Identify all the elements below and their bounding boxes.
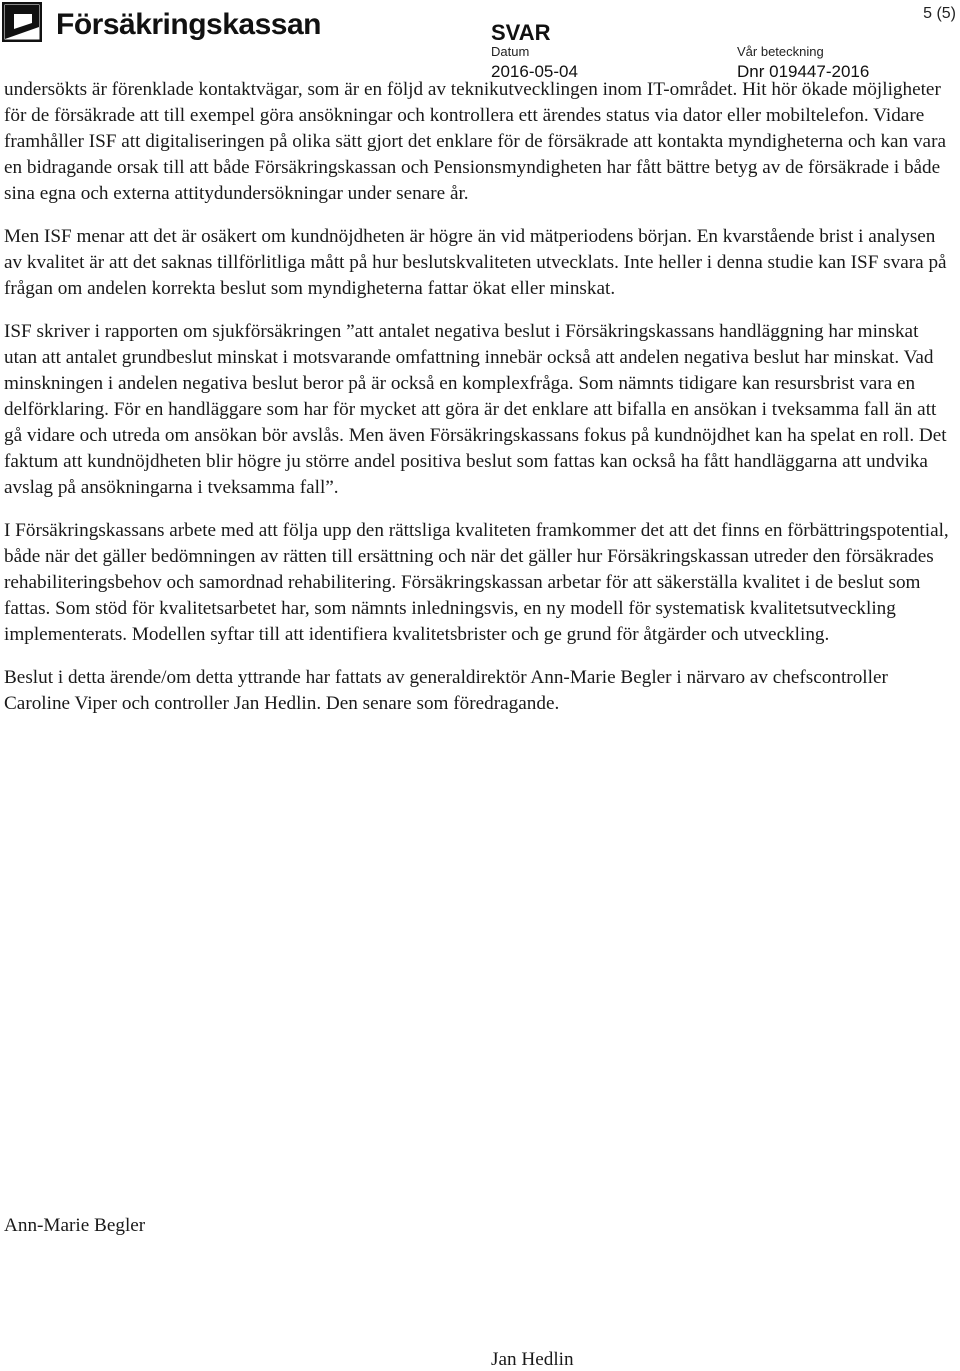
org-name: Försäkringskassan — [56, 8, 321, 41]
signature-name-second: Jan Hedlin — [491, 1349, 574, 1370]
date-label: Datum — [491, 44, 530, 59]
org-logo — [2, 2, 321, 42]
reference-value: Dnr 019447-2016 — [737, 62, 870, 81]
signature-name-first: Ann-Marie Begler — [4, 1215, 146, 1236]
date-value: 2016-05-04 — [491, 62, 578, 81]
forsakringskassan-logo-icon — [2, 2, 42, 42]
reference-label: Vår beteckning — [737, 44, 824, 59]
paragraph: I Försäkringskassans arbete med att följa upp den rättsliga kvaliteten framkommer det att det finns en förbättringspotential, både när det gäller bedömningen av rätten till ersättning och när det gäller hur Försäkringskassan utreder den försäkrades rehabiliteringsbehov och samordnad rehabilitering. Försäkringskassan arbetar för att säkerställa kvalitet i de beslut som fattas. Som stöd för kvalitetsarbetet har, som nämnts inledningsvis, en ny modell för systematisk kvalitetsutveckling implementerats. Modellen syftar till att identifiera kvalitetsbrister och ge grund för åtgärder och utveckling. — [4, 520, 949, 645]
page-number: 5 (5) — [923, 5, 956, 22]
paragraph: ISF skriver i rapporten om sjukförsäkringen ”att antalet negativa beslut i Försäkringskassans handläggning har minskat utan att antalet grundbeslut minskat i motsvarande omfattning innebär också att andelen negativa beslut har minskat. Vad minskningen i andelen negativa beslut beror på är också en komplexfråga. Som nämnts tidigare kan resursbrist vara en delförklaring. För en handläggare som har för mycket att göra är det enklare att bifalla en ansökan i tveksamma fall än att gå vidare och utreda om ansökan bör avslås. Men även Försäkringskassans fokus på kundnöjdhet kan ha spelat en roll. Det faktum att kundnöjdheten blir högre ju större andel positiva beslut som fattas kan också ha fått handläggarna att undvika avslag på ansökningarna i tveksamma fall”. — [4, 321, 947, 498]
paragraph: Beslut i detta ärende/om detta yttrande har fattats av generaldirektör Ann-Marie Begler i närvaro av chefscontroller Caroline Viper och controller Jan Hedlin. Den senare som föredragande. — [4, 667, 888, 714]
document-body — [4, 77, 949, 734]
document-type: SVAR — [491, 20, 551, 45]
paragraph: Men ISF menar att det är osäkert om kundnöjdheten är högre än vid mätperiodens början. En kvarstående brist i analysen av kvalitet är att det saknas tillförlitliga mått på hur beslutskvaliteten utvecklats. Inte heller i denna studie kan ISF svara på frågan om andelen korrekta beslut som myndigheterna fattar ökat eller minskat. — [4, 226, 947, 299]
paragraph: undersökts är förenklade kontaktvägar, som är en följd av teknikutvecklingen inom IT-området. Hit hör ökade möjligheter för de försäkrade att till exempel göra ansökningar och kontrollera ett ärendes status via dator eller mobiltelefon. Vidare framhåller ISF att digitaliseringen på olika sätt gjort det enklare för de försäkrade att kontakta myndigheterna och kan vara en bidragande orsak till att både Försäkringskassan och Pensionsmyndigheten har fått bättre betyg av de försäkrade i både sina egna och externa attitydundersökningar under senare år. — [4, 79, 946, 204]
